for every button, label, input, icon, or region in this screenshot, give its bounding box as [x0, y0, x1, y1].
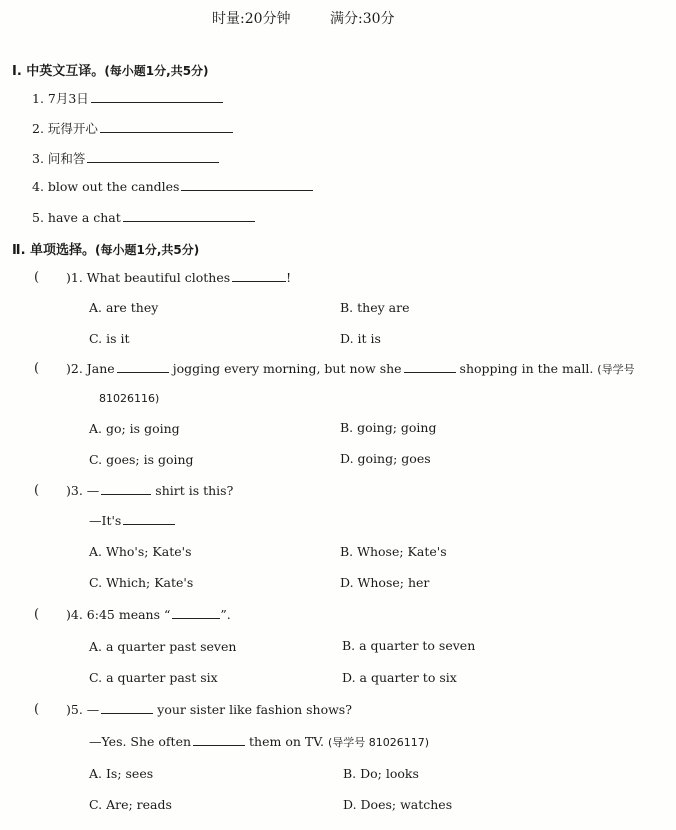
- time-limit: 时量:20分钟: [212, 11, 291, 27]
- q3-option-a[interactable]: A. Who's; Kate's: [89, 544, 192, 559]
- section2-note: (每小题1分,共5分): [95, 243, 200, 257]
- section1-title: Ⅰ. 中英文互译。: [12, 64, 105, 79]
- answer-blank[interactable]: [172, 617, 220, 619]
- q1-option-c[interactable]: C. is it: [89, 331, 130, 346]
- q5-option-b[interactable]: B. Do; looks: [343, 766, 419, 781]
- q3-line2: —It's: [89, 513, 175, 528]
- section2-title: Ⅱ. 单项选择。: [12, 243, 96, 258]
- answer-blank[interactable]: [193, 744, 245, 746]
- q3-option-c[interactable]: C. Which; Kate's: [89, 575, 194, 590]
- q2-option-d[interactable]: D. going; goes: [340, 451, 431, 466]
- q2-ref: (导学号: [597, 363, 635, 376]
- q1-option-d[interactable]: D. it is: [340, 331, 381, 346]
- answer-blank[interactable]: [404, 371, 456, 373]
- section1-heading: [12, 60, 209, 79]
- answer-blank[interactable]: [123, 523, 175, 525]
- answer-blank[interactable]: [232, 280, 286, 282]
- q4-option-a[interactable]: A. a quarter past seven: [89, 639, 237, 654]
- q2-option-a[interactable]: A. go; is going: [89, 421, 180, 436]
- q2-ref-number: 81026116): [99, 392, 160, 405]
- q1-stem: )1. What beautiful clothes !: [66, 270, 292, 285]
- q4-option-d[interactable]: D. a quarter to six: [342, 670, 457, 685]
- q2-paren: (: [34, 361, 40, 376]
- q4-paren: (: [34, 607, 40, 622]
- full-score: 满分:30分: [330, 11, 395, 27]
- q4-option-b[interactable]: B. a quarter to seven: [342, 638, 476, 653]
- q3-paren: (: [34, 483, 40, 498]
- q4-option-c[interactable]: C. a quarter past six: [89, 670, 218, 685]
- q5-option-c[interactable]: C. Are; reads: [89, 797, 172, 812]
- q5-ref: (导学号 81026117): [328, 736, 430, 749]
- q1-paren: (: [34, 270, 40, 285]
- q3-stem: )3. — shirt is this?: [66, 483, 234, 498]
- answer-blank[interactable]: [87, 161, 219, 163]
- section2-heading: [12, 239, 199, 258]
- s1-item-3: 3. 问和答: [32, 149, 219, 167]
- answer-blank[interactable]: [117, 371, 169, 373]
- q3-option-d[interactable]: D. Whose; her: [340, 575, 430, 590]
- answer-blank[interactable]: [101, 493, 151, 495]
- q5-stem: )5. — your sister like fashion shows?: [66, 702, 352, 717]
- s1-item-2: 2. 玩得开心: [32, 119, 233, 137]
- q2-option-c[interactable]: C. goes; is going: [89, 452, 194, 467]
- q5-option-a[interactable]: A. Is; sees: [89, 766, 154, 781]
- q5-paren: (: [34, 702, 40, 717]
- answer-blank[interactable]: [101, 712, 153, 714]
- answer-blank[interactable]: [91, 101, 223, 103]
- q5-option-d[interactable]: D. Does; watches: [343, 797, 453, 812]
- answer-blank[interactable]: [123, 220, 255, 222]
- q1-option-b[interactable]: B. they are: [340, 300, 410, 315]
- q1-option-a[interactable]: A. are they: [89, 300, 159, 315]
- q2-option-b[interactable]: B. going; going: [340, 420, 437, 435]
- s1-item-1: 1. 7月3日: [32, 89, 223, 107]
- q2-stem: )2. Jane jogging every morning, but now she shopping in the mall. (导学号: [66, 361, 635, 376]
- q5-line2: —Yes. She often them on TV. (导学号 81026117): [89, 734, 430, 749]
- s1-item-5: 5. have a chat: [32, 210, 255, 225]
- answer-blank[interactable]: [100, 131, 233, 133]
- q3-option-b[interactable]: B. Whose; Kate's: [340, 544, 447, 559]
- section1-note: (每小题1分,共5分): [104, 64, 209, 78]
- q4-stem: )4. 6:45 means “ ”.: [66, 607, 231, 622]
- answer-blank[interactable]: [181, 189, 313, 191]
- s1-item-4: 4. blow out the candles: [32, 179, 313, 194]
